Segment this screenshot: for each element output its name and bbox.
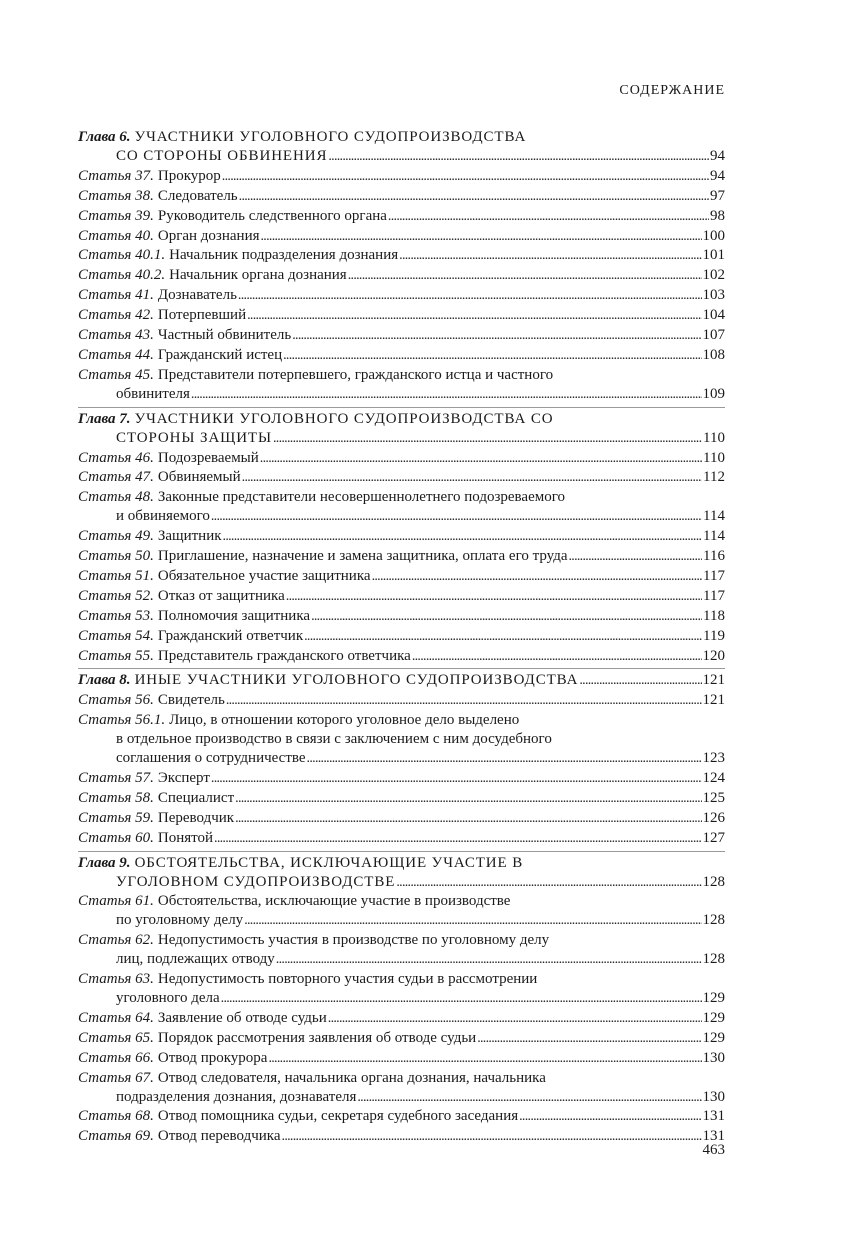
article-label: Статья 44. bbox=[78, 346, 154, 363]
article-title-line bbox=[78, 711, 725, 730]
article-label: Статья 49. bbox=[78, 528, 154, 545]
article-label: Статья 57. bbox=[78, 770, 154, 786]
article-title-line bbox=[78, 167, 725, 187]
dot-leader bbox=[222, 167, 709, 187]
article-title: Порядок рассмотрения заявления об отводе судьи bbox=[157, 1029, 477, 1046]
article-label: Статья 50. bbox=[78, 548, 154, 565]
dot-leader bbox=[519, 1107, 701, 1127]
dot-leader bbox=[311, 607, 702, 627]
article-entry bbox=[78, 488, 725, 527]
article-title-line bbox=[78, 607, 725, 627]
article-title-line bbox=[78, 1107, 725, 1127]
dot-leader bbox=[357, 1088, 701, 1108]
article-label: Статья 47. bbox=[78, 469, 154, 486]
article-title-line bbox=[78, 931, 725, 950]
dot-leader bbox=[261, 227, 702, 247]
article-title-line bbox=[78, 1029, 725, 1049]
article-label: Статья 63. bbox=[78, 971, 154, 988]
article-entry bbox=[78, 1029, 725, 1049]
article-title-line bbox=[78, 326, 725, 346]
article-title: Свидетель bbox=[157, 692, 225, 709]
chapter-block bbox=[78, 854, 725, 1150]
dot-leader bbox=[286, 587, 702, 607]
article-title-line bbox=[78, 227, 725, 247]
article-title-line bbox=[78, 627, 725, 647]
article-label: Статья 46. bbox=[78, 449, 154, 466]
page-ref: 125 bbox=[702, 789, 725, 806]
dot-leader bbox=[235, 809, 701, 829]
article-entry bbox=[78, 266, 725, 286]
article-title: Следователь bbox=[157, 187, 238, 204]
article-entry bbox=[78, 892, 725, 931]
article-title: Специалист bbox=[157, 789, 235, 806]
article-title: Отвод помощника судьи, секретаря судебного заседания bbox=[157, 1108, 519, 1125]
article-title-line bbox=[78, 266, 725, 286]
article-title: Эксперт bbox=[157, 770, 210, 786]
page-ref: 124 bbox=[702, 770, 725, 786]
page-ref: 121 bbox=[702, 692, 725, 709]
article-entry bbox=[78, 627, 725, 647]
dot-leader bbox=[260, 449, 702, 469]
chapter-title: УЧАСТНИКИ УГОЛОВНОГО СУДОПРОИЗВОДСТВА СО bbox=[134, 410, 554, 427]
dot-leader bbox=[283, 346, 701, 366]
article-title: Обязательное участие защитника bbox=[157, 567, 371, 584]
dot-leader bbox=[211, 507, 702, 527]
article-label: Статья 54. bbox=[78, 627, 154, 644]
page-ref: 117 bbox=[703, 567, 725, 584]
article-title: Обвиняемый bbox=[157, 469, 241, 486]
dot-leader bbox=[477, 1029, 701, 1049]
article-entry bbox=[78, 547, 725, 567]
page-ref: 127 bbox=[702, 829, 725, 846]
page-ref: 117 bbox=[703, 587, 725, 604]
article-title-line bbox=[78, 366, 725, 385]
article-title-line bbox=[78, 587, 725, 607]
article-entry bbox=[78, 607, 725, 627]
dot-leader bbox=[307, 749, 702, 769]
page-ref: 121 bbox=[702, 672, 725, 689]
article-entry bbox=[78, 286, 725, 306]
article-label: Статья 68. bbox=[78, 1108, 154, 1125]
page-ref: 131 bbox=[702, 1128, 725, 1145]
page-ref: 130 bbox=[702, 1049, 725, 1066]
article-title: Подозреваемый bbox=[157, 449, 259, 466]
article-title-line bbox=[78, 507, 725, 527]
dot-leader bbox=[211, 769, 702, 789]
page-ref: 131 bbox=[702, 1108, 725, 1125]
table-of-contents bbox=[78, 128, 725, 1151]
article-entry bbox=[78, 1107, 725, 1127]
article-title-line bbox=[78, 187, 725, 207]
article-entry bbox=[78, 167, 725, 187]
article-entry bbox=[78, 711, 725, 769]
page-ref: 108 bbox=[702, 346, 725, 363]
dot-leader bbox=[242, 468, 702, 488]
page-ref: 128 bbox=[702, 873, 725, 890]
article-title-line bbox=[78, 809, 725, 829]
article-label: Статья 56. bbox=[78, 692, 154, 709]
article-title-line bbox=[78, 246, 725, 266]
article-title: по уголовному делу bbox=[116, 912, 244, 929]
article-entry bbox=[78, 567, 725, 587]
page-ref: 114 bbox=[703, 508, 725, 525]
article-title-line bbox=[78, 286, 725, 306]
chapter-label: Глава 8. bbox=[78, 672, 131, 689]
article-title: Дознаватель bbox=[157, 287, 237, 304]
article-title: обвинителя bbox=[116, 385, 190, 402]
article-title-line bbox=[78, 346, 725, 366]
page-ref: 94 bbox=[710, 167, 725, 184]
article-title-line bbox=[78, 950, 725, 970]
page-ref: 120 bbox=[702, 647, 725, 664]
article-label: Статья 52. bbox=[78, 587, 154, 604]
dot-leader bbox=[235, 789, 701, 809]
article-title-line bbox=[78, 691, 725, 711]
chapter-title-line bbox=[78, 854, 725, 873]
article-title: Отвод следователя, начальника органа дознания, начальника bbox=[157, 1069, 546, 1086]
article-title: лиц, подлежащих отводу bbox=[116, 951, 275, 968]
article-title: Понятой bbox=[157, 829, 214, 846]
chapter-block bbox=[78, 671, 725, 851]
chapter-heading bbox=[78, 854, 725, 893]
article-entry bbox=[78, 246, 725, 266]
article-entry bbox=[78, 587, 725, 607]
article-title-line bbox=[78, 1088, 725, 1108]
article-entry bbox=[78, 207, 725, 227]
page-number: 463 bbox=[702, 1142, 725, 1158]
article-title: подразделения дознания, дознавателя bbox=[116, 1088, 357, 1105]
page-ref: 104 bbox=[702, 307, 725, 324]
page-ref: 116 bbox=[703, 548, 725, 565]
article-label: Статья 40.2. bbox=[78, 267, 166, 284]
dot-leader bbox=[328, 147, 709, 167]
article-title: уголовного дела bbox=[116, 989, 220, 1006]
article-title-line bbox=[78, 306, 725, 326]
chapter-title: ОБСТОЯТЕЛЬСТВА, ИСКЛЮЧАЮЩИЕ УЧАСТИЕ В bbox=[134, 854, 524, 871]
article-title: Законные представители несовершеннолетнего подозреваемого bbox=[157, 489, 565, 506]
page-ref: 110 bbox=[703, 449, 725, 466]
dot-leader bbox=[399, 246, 701, 266]
article-label: Статья 60. bbox=[78, 829, 154, 846]
page-ref: 128 bbox=[702, 951, 725, 968]
article-entry bbox=[78, 769, 725, 789]
dot-leader bbox=[226, 691, 702, 711]
article-label: Статья 40. bbox=[78, 227, 154, 244]
article-entry bbox=[78, 527, 725, 547]
article-title-line bbox=[78, 911, 725, 931]
chapter-title-line bbox=[78, 147, 725, 167]
chapter-title: УЧАСТНИКИ УГОЛОВНОГО СУДОПРОИЗВОДСТВА bbox=[134, 129, 527, 145]
dot-leader bbox=[328, 1009, 702, 1029]
dot-leader bbox=[191, 385, 702, 405]
article-label: Статья 41. bbox=[78, 287, 154, 304]
page-ref: 103 bbox=[702, 287, 725, 304]
article-label: Статья 53. bbox=[78, 607, 154, 624]
article-entry bbox=[78, 1009, 725, 1029]
article-label: Статья 40.1. bbox=[78, 247, 166, 264]
dot-leader bbox=[348, 266, 702, 286]
dot-leader bbox=[239, 187, 709, 207]
article-title-line bbox=[78, 1009, 725, 1029]
article-label: Статья 59. bbox=[78, 809, 154, 826]
dot-leader bbox=[304, 627, 702, 647]
article-entry bbox=[78, 829, 725, 849]
article-title-line bbox=[78, 989, 725, 1009]
article-title: Прокурор bbox=[157, 167, 221, 184]
article-title-line bbox=[78, 1127, 725, 1147]
chapter-label: Глава 7. bbox=[78, 410, 131, 427]
article-title: и обвиняемого bbox=[116, 508, 210, 525]
article-label: Статья 66. bbox=[78, 1049, 154, 1066]
article-title-line bbox=[78, 647, 725, 667]
article-title-line bbox=[78, 730, 725, 749]
article-title: Недопустимость повторного участия судьи в рассмотрении bbox=[157, 971, 538, 988]
article-entry bbox=[78, 449, 725, 469]
article-title: Приглашение, назначение и замена защитника, оплата его труда bbox=[157, 548, 568, 565]
page-ref: 129 bbox=[702, 989, 725, 1006]
article-title-line bbox=[78, 970, 725, 989]
article-title: Переводчик bbox=[157, 809, 235, 826]
article-title-line bbox=[78, 789, 725, 809]
dot-leader bbox=[396, 873, 701, 893]
article-label: Статья 58. bbox=[78, 789, 154, 806]
chapter-title: СО СТОРОНЫ ОБВИНЕНИЯ bbox=[116, 147, 328, 164]
article-entry bbox=[78, 809, 725, 829]
article-title: соглашения о сотрудничестве bbox=[116, 750, 306, 767]
article-title: Отказ от защитника bbox=[157, 587, 285, 604]
page-ref: 109 bbox=[702, 385, 725, 402]
dot-leader bbox=[214, 829, 701, 849]
article-title-line bbox=[78, 488, 725, 507]
page-ref: 126 bbox=[702, 809, 725, 826]
chapter-title-line bbox=[78, 128, 725, 147]
article-entry bbox=[78, 468, 725, 488]
page-ref: 128 bbox=[702, 912, 725, 929]
article-entry bbox=[78, 187, 725, 207]
chapter-block bbox=[78, 128, 725, 408]
article-label: Статья 65. bbox=[78, 1029, 154, 1046]
article-title-line bbox=[78, 1049, 725, 1069]
page-ref: 97 bbox=[710, 187, 725, 204]
article-entry bbox=[78, 1049, 725, 1069]
article-title: Полномочия защитника bbox=[157, 607, 311, 624]
article-title: в отдельное производство в связи с заключением с ним досудебного bbox=[116, 731, 552, 748]
article-title: Начальник органа дознания bbox=[169, 267, 347, 284]
article-title-line bbox=[78, 769, 725, 789]
article-entry bbox=[78, 227, 725, 247]
page-ref: 114 bbox=[703, 528, 725, 545]
article-label: Статья 38. bbox=[78, 187, 154, 204]
chapter-title-line bbox=[78, 671, 725, 691]
article-title-line bbox=[78, 449, 725, 469]
dot-leader bbox=[273, 429, 702, 449]
page-ref: 123 bbox=[702, 750, 725, 767]
dot-leader bbox=[282, 1127, 702, 1147]
dot-leader bbox=[268, 1049, 701, 1069]
article-title-line bbox=[78, 1069, 725, 1088]
chapter-title-line bbox=[78, 873, 725, 893]
article-title-line bbox=[78, 892, 725, 911]
page-ref: 119 bbox=[703, 627, 725, 644]
page-ref: 102 bbox=[702, 267, 725, 284]
page-ref: 112 bbox=[703, 469, 725, 486]
dot-leader bbox=[568, 547, 702, 567]
running-head: СОДЕРЖАНИЕ bbox=[619, 83, 725, 98]
article-entry bbox=[78, 306, 725, 326]
dot-leader bbox=[276, 950, 702, 970]
chapter-title-line bbox=[78, 410, 725, 429]
chapter-heading bbox=[78, 128, 725, 167]
article-title: Гражданский ответчик bbox=[157, 627, 304, 644]
chapter-title: СТОРОНЫ ЗАЩИТЫ bbox=[116, 429, 272, 446]
chapter-title: ИНЫЕ УЧАСТНИКИ УГОЛОВНОГО СУДОПРОИЗВОДСТВА bbox=[134, 672, 579, 689]
dot-leader bbox=[244, 911, 701, 931]
dot-leader bbox=[223, 527, 703, 547]
article-entry bbox=[78, 789, 725, 809]
article-label: Статья 64. bbox=[78, 1009, 154, 1026]
article-label: Статья 55. bbox=[78, 647, 154, 664]
article-title: Представители потерпевшего, гражданского истца и частного bbox=[157, 366, 554, 383]
chapter-label: Глава 9. bbox=[78, 854, 131, 871]
article-title: Отвод прокурора bbox=[157, 1049, 268, 1066]
article-label: Статья 43. bbox=[78, 327, 154, 344]
article-label: Статья 37. bbox=[78, 167, 154, 184]
article-label: Статья 61. bbox=[78, 893, 154, 910]
chapter-label: Глава 6. bbox=[78, 129, 131, 145]
article-label: Статья 39. bbox=[78, 207, 154, 224]
article-title: Руководитель следственного органа bbox=[157, 207, 387, 224]
article-entry bbox=[78, 970, 725, 1009]
article-title: Частный обвинитель bbox=[157, 327, 292, 344]
dot-leader bbox=[579, 671, 701, 691]
article-label: Статья 62. bbox=[78, 932, 154, 949]
article-label: Статья 42. bbox=[78, 307, 154, 324]
page-ref: 129 bbox=[702, 1009, 725, 1026]
article-title-line bbox=[78, 749, 725, 769]
page-ref: 118 bbox=[703, 607, 725, 624]
page-ref: 100 bbox=[702, 227, 725, 244]
page-ref: 98 bbox=[710, 207, 725, 224]
page-ref: 101 bbox=[702, 247, 725, 264]
article-title: Обстоятельства, исключающие участие в производстве bbox=[157, 893, 511, 910]
chapter-title: УГОЛОВНОМ СУДОПРОИЗВОДСТВЕ bbox=[116, 873, 396, 890]
page-ref: 94 bbox=[710, 147, 725, 164]
page-ref: 130 bbox=[702, 1088, 725, 1105]
article-label: Статья 69. bbox=[78, 1128, 154, 1145]
article-title: Представитель гражданского ответчика bbox=[157, 647, 411, 664]
article-title-line bbox=[78, 468, 725, 488]
dot-leader bbox=[238, 286, 702, 306]
article-title: Потерпевший bbox=[157, 307, 247, 324]
article-entry bbox=[78, 346, 725, 366]
article-title-line bbox=[78, 385, 725, 405]
article-title: Начальник подразделения дознания bbox=[169, 247, 399, 264]
article-title-line bbox=[78, 567, 725, 587]
page-ref: 129 bbox=[702, 1029, 725, 1046]
article-title: Гражданский истец bbox=[157, 346, 283, 363]
page-ref: 107 bbox=[702, 327, 725, 344]
article-entry bbox=[78, 691, 725, 711]
article-label: Статья 67. bbox=[78, 1069, 154, 1086]
chapter-block bbox=[78, 410, 725, 670]
article-entry bbox=[78, 1127, 725, 1147]
article-title: Лицо, в отношении которого уголовное дело выделено bbox=[169, 712, 520, 729]
article-entry bbox=[78, 647, 725, 667]
dot-leader bbox=[221, 989, 702, 1009]
dot-leader bbox=[247, 306, 701, 326]
chapter-heading bbox=[78, 671, 725, 691]
article-entry bbox=[78, 326, 725, 346]
article-label: Статья 56.1. bbox=[78, 712, 166, 729]
article-title-line bbox=[78, 527, 725, 547]
article-label: Статья 51. bbox=[78, 567, 154, 584]
dot-leader bbox=[372, 567, 702, 587]
article-title-line bbox=[78, 207, 725, 227]
article-label: Статья 45. bbox=[78, 366, 154, 383]
page-ref: 110 bbox=[703, 429, 725, 446]
chapter-heading bbox=[78, 410, 725, 449]
article-title: Защитник bbox=[157, 528, 222, 545]
article-title: Заявление об отводе судьи bbox=[157, 1009, 327, 1026]
article-title-line bbox=[78, 829, 725, 849]
article-title: Орган дознания bbox=[157, 227, 260, 244]
article-label: Статья 48. bbox=[78, 489, 154, 506]
article-title: Отвод переводчика bbox=[157, 1128, 281, 1145]
article-entry bbox=[78, 366, 725, 405]
chapter-title-line bbox=[78, 429, 725, 449]
dot-leader bbox=[412, 647, 702, 667]
article-title: Недопустимость участия в производстве по уголовному делу bbox=[157, 932, 550, 949]
article-entry bbox=[78, 1069, 725, 1108]
article-title-line bbox=[78, 547, 725, 567]
dot-leader bbox=[388, 207, 709, 227]
dot-leader bbox=[292, 326, 701, 346]
article-entry bbox=[78, 931, 725, 970]
